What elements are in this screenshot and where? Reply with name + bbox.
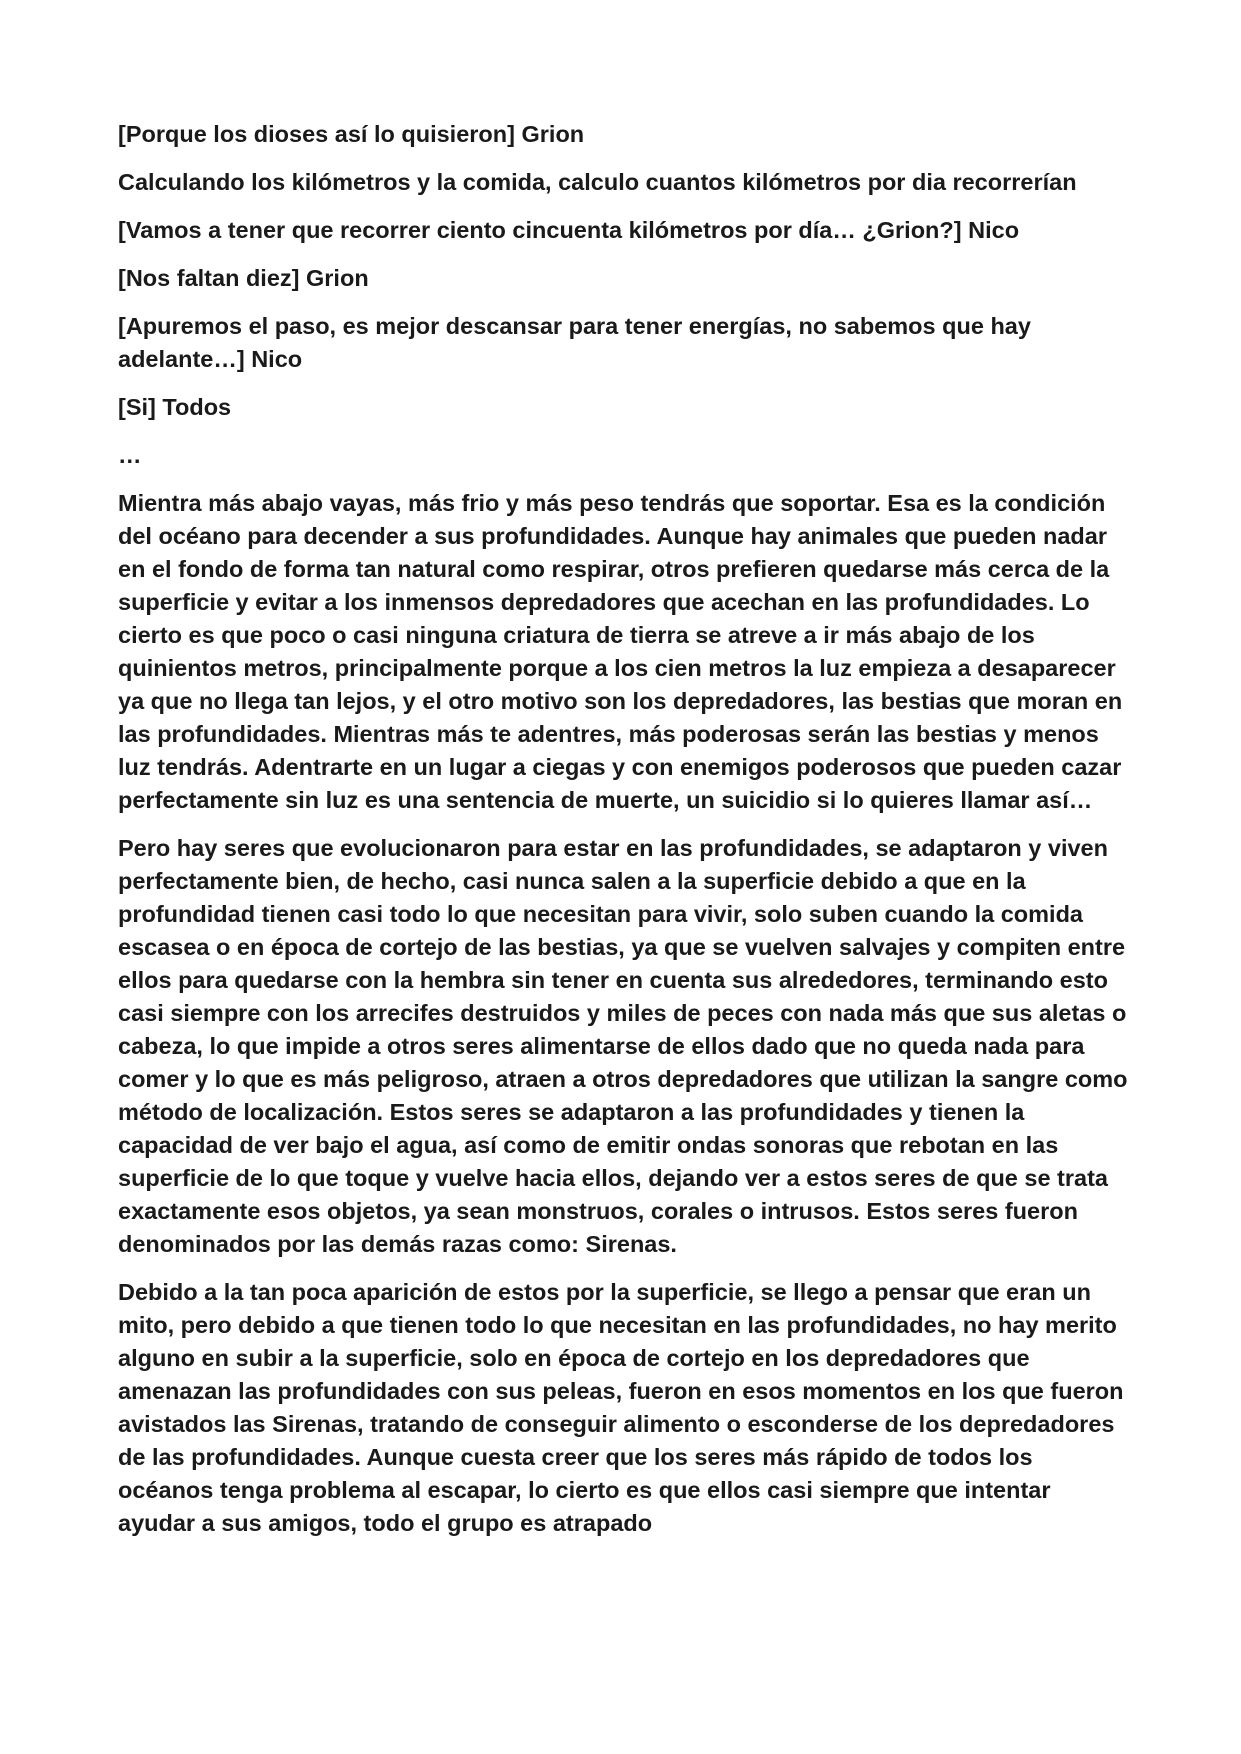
narration-line: Calculando los kilómetros y la comida, calculo cuantos kilómetros por dia recorrerían — [118, 169, 1077, 195]
dialogue-line: [Vamos a tener que recorrer ciento cincuenta kilómetros por día… ¿Grion?] Nico — [118, 217, 1020, 243]
dialogue-line: [Si] Todos — [118, 394, 232, 420]
dialogue-line: [Apuremos el paso, es mejor descansar para tener energías, no sabemos que hay adelante…] Nico — [118, 313, 1031, 372]
body-paragraph: Mientra más abajo vayas, más frio y más peso tendrás que soportar. Esa es la condición del océano para decender a sus profundidades. Aunque hay animales que pueden nadar en el fondo de forma tan natural como respirar, otros prefieren quedarse más cerca de la superficie y evitar a los inmensos depredadores que acechan en las profundidades. Lo cierto es que poco o casi ninguna criatura de tierra se atreve a ir más abajo de los quinientos metros, principalmente porque a los cien metros la luz empieza a desaparecer ya que no llega tan lejos, y el otro motivo son los depredadores, las bestias que moran en las profundidades. Mientras más te adentres, más poderosas serán las bestias y menos luz tendrás. Adentrarte en un lugar a ciegas y con enemigos poderosos que pueden cazar perfectamente sin luz es una sentencia de muerte, un suicidio si lo quieres llamar así… — [118, 490, 1123, 813]
dialogue-line: [Nos faltan diez] Grion — [118, 265, 369, 291]
dialogue-line: [Porque los dioses así lo quisieron] Grion — [118, 121, 585, 147]
scene-break: … — [118, 442, 142, 468]
body-paragraph: Pero hay seres que evolucionaron para estar en las profundidades, se adaptaron y viven perfectamente bien, de hecho, casi nunca salen a la superficie debido a que en la profundidad tienen casi todo lo que necesitan para vivir, solo suben cuando la comida escasea o en época de cortejo de las bestias, ya que se vuelven salvajes y compiten entre ellos para quedarse con la hembra sin tener en cuenta sus alrededores, terminando esto casi siempre con los arrecifes destruidos y miles de peces con nada más que sus aletas o cabeza, lo que impide a otros seres alimentarse de ellos dado que no queda nada para comer y lo que es más peligroso, atraen a otros depredadores que utilizan la sangre como método de localización. Estos seres se adaptaron a las profundidades y tienen la capacidad de ver bajo el agua, así como de emitir ondas sonoras que rebotan en las superficie de lo que toque y vuelve hacia ellos, dejando ver a estos seres de que se trata exactamente esos objetos, ya sean monstruos, corales o intrusos. Estos seres fueron denominados por las demás razas como: Sirenas. — [118, 835, 1128, 1257]
document-body — [118, 118, 1128, 1555]
body-paragraph: Debido a la tan poca aparición de estos por la superficie, se llego a pensar que eran un mito, pero debido a que tienen todo lo que necesitan en las profundidades, no hay merito alguno en subir a la superficie, solo en época de cortejo en los depredadores que amenazan las profundidades con sus peleas, fueron en esos momentos en los que fueron avistados las Sirenas, tratando de conseguir alimento o esconderse de los depredadores de las profundidades. Aunque cuesta creer que los seres más rápido de todos los océanos tenga problema al escapar, lo cierto es que ellos casi siempre que intentar ayudar a sus amigos, todo el grupo es atrapado — [118, 1279, 1124, 1536]
